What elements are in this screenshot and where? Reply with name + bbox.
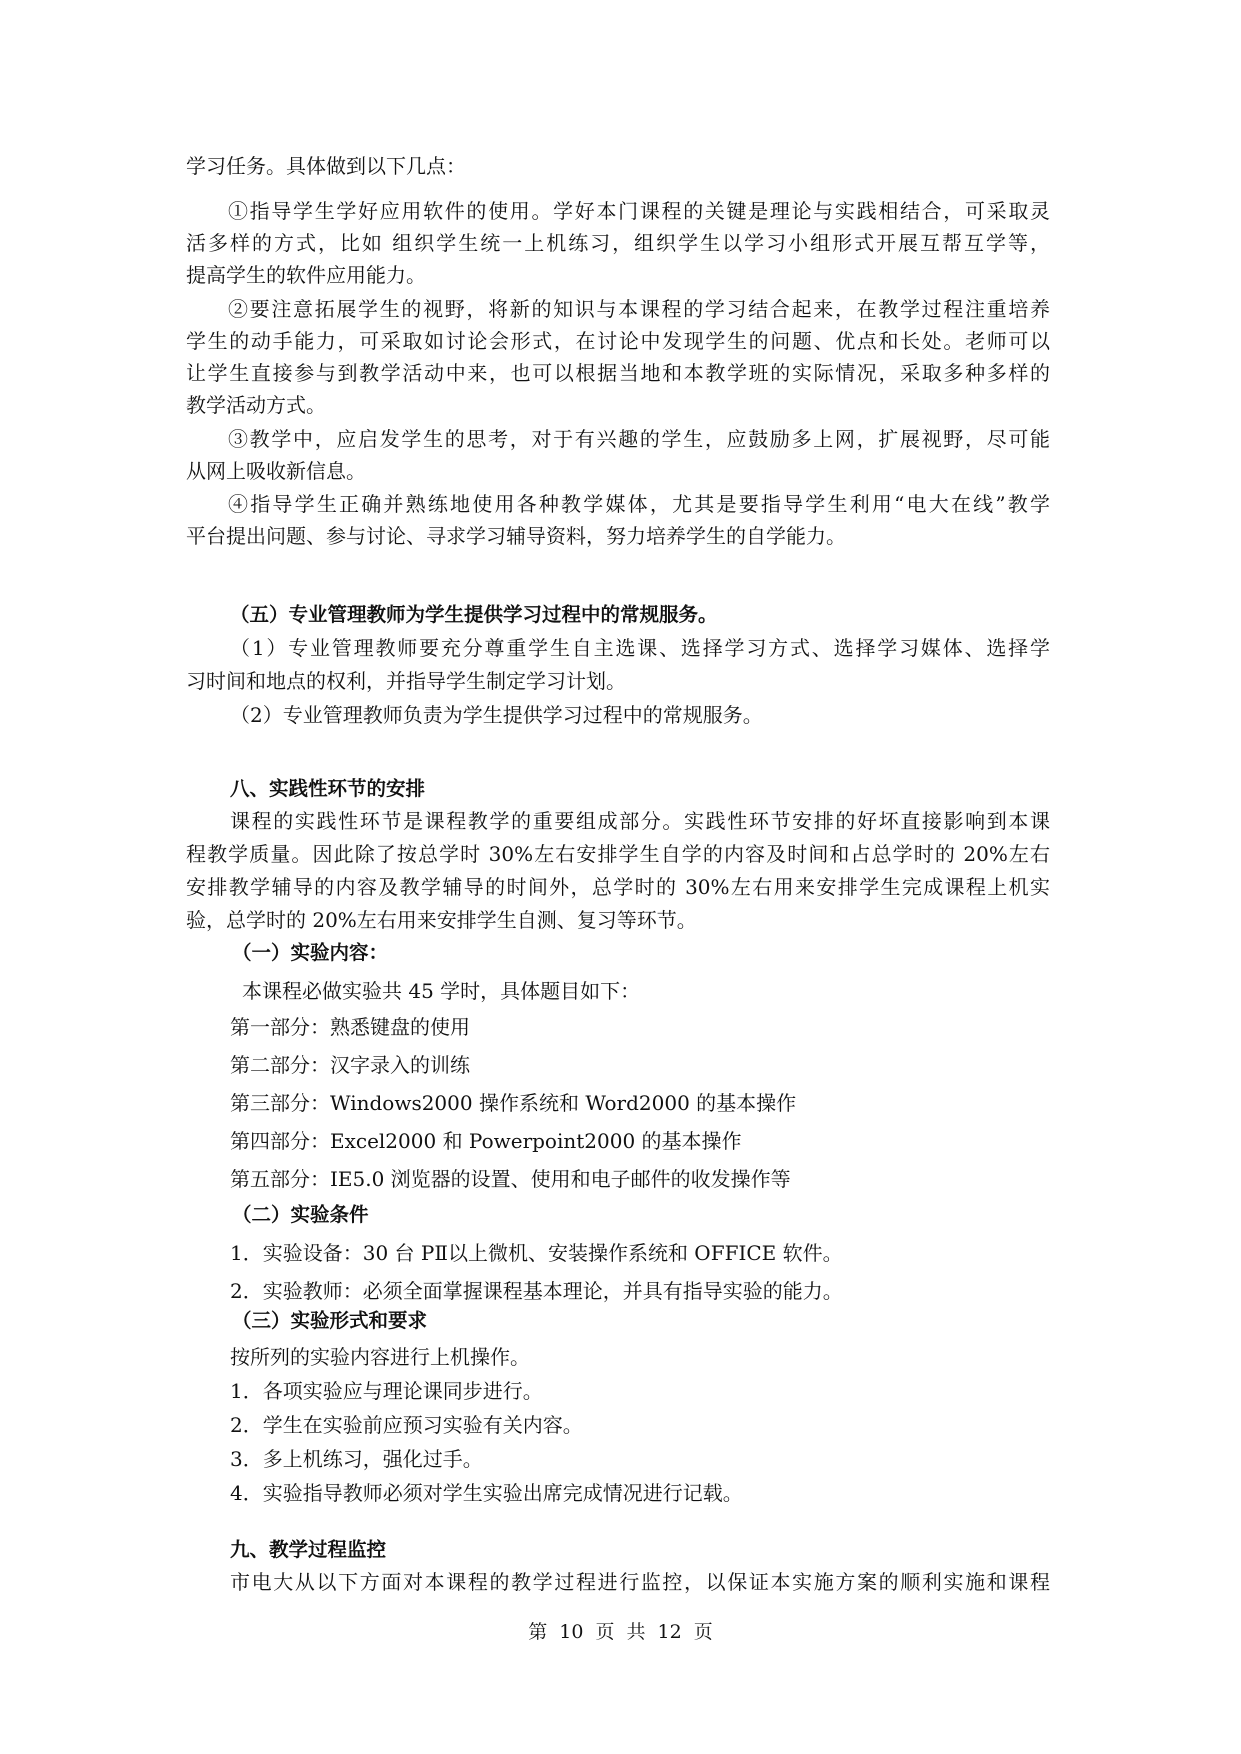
text-line: ④指导学生正确并熟练地使用各种教学媒体，尤其是要指导学生利用“电大在线”教学 — [228, 492, 1050, 516]
text-line: 平台提出问题、参与讨论、寻求学习辅导资料，努力培养学生的自学能力。 — [186, 524, 846, 548]
text-line: 验，总学时的 20%左右用来安排学生自测、复习等环节。 — [186, 908, 697, 932]
text-line: 教学活动方式。 — [186, 393, 326, 417]
subsection-2-heading: （二）实验条件 — [232, 1203, 369, 1226]
requirement-item: 4．实验指导教师必须对学生实验出席完成情况进行记载。 — [230, 1481, 743, 1505]
text-line: ②要注意拓展学生的视野，将新的知识与本课程的学习结合起来，在教学过程注重培养 — [228, 297, 1050, 321]
text-line: 从网上吸收新信息。 — [186, 459, 366, 483]
experiment-part: 第五部分：IE5.0 浏览器的设置、使用和电子邮件的收发操作等 — [230, 1167, 791, 1191]
text-line: 课程的实践性环节是课程教学的重要组成部分。实践性环节安排的好坏直接影响到本课 — [230, 809, 1050, 833]
text-line: 提高学生的软件应用能力。 — [186, 263, 426, 287]
text-line: 本课程必做实验共 45 学时，具体题目如下： — [242, 979, 641, 1003]
text-line: 活多样的方式，比如 组织学生统一上机练习，组织学生以学习小组形式开展互帮互学等， — [186, 231, 1050, 255]
subsection-1-heading: （一）实验内容： — [232, 941, 389, 964]
text-line: 习时间和地点的权利，并指导学生制定学习计划。 — [186, 669, 626, 693]
text-line: 安排教学辅导的内容及教学辅导的时间外，总学时的 30%左右用来安排学生完成课程上机实 — [186, 875, 1050, 899]
page-number-footer: 第 10 页 共 12 页 — [528, 1621, 713, 1643]
section-9-heading: 九、教学过程监控 — [230, 1538, 387, 1561]
requirement-item: 3．多上机练习，强化过手。 — [230, 1447, 483, 1471]
experiment-part: 第二部分：汉字录入的训练 — [230, 1053, 470, 1077]
intro-line: 学习任务。具体做到以下几点： — [186, 154, 466, 178]
text-line: ①指导学生学好应用软件的使用。学好本门课程的关键是理论与实践相结合，可采取灵 — [228, 199, 1050, 223]
section-5-heading: （五）专业管理教师为学生提供学习过程中的常规服务。 — [230, 603, 718, 626]
text-line: （2）专业管理教师负责为学生提供学习过程中的常规服务。 — [230, 703, 763, 727]
condition-item: 1．实验设备：30 台 PⅡ以上微机、安装操作系统和 OFFICE 软件。 — [230, 1241, 843, 1265]
text-line: 程教学质量。因此除了按总学时 30%左右安排学生自学的内容及时间和占总学时的 20%左右 — [186, 842, 1050, 866]
experiment-part: 第三部分：Windows2000 操作系统和 Word2000 的基本操作 — [230, 1091, 797, 1115]
subsection-3-heading: （三）实验形式和要求 — [232, 1309, 428, 1332]
requirement-item: 1．各项实验应与理论课同步进行。 — [230, 1379, 543, 1403]
text-line: 市电大从以下方面对本课程的教学过程进行监控，以保证本实施方案的顺利实施和课程 — [230, 1570, 1050, 1594]
experiment-part: 第四部分：Excel2000 和 Powerpoint2000 的基本操作 — [230, 1129, 742, 1153]
section-8-heading: 八、实践性环节的安排 — [230, 777, 426, 800]
text-line: （1）专业管理教师要充分尊重学生自主选课、选择学习方式、选择学习媒体、选择学 — [230, 636, 1050, 660]
condition-item: 2．实验教师：必须全面掌握课程基本理论，并具有指导实验的能力。 — [230, 1279, 843, 1303]
requirement-item: 2．学生在实验前应预习实验有关内容。 — [230, 1413, 583, 1437]
experiment-part: 第一部分：熟悉键盘的使用 — [230, 1015, 470, 1039]
text-line: 让学生直接参与到教学活动中来，也可以根据当地和本教学班的实际情况，采取多种多样的 — [186, 361, 1050, 385]
text-line: ③教学中，应启发学生的思考，对于有兴趣的学生，应鼓励多上网，扩展视野，尽可能 — [228, 427, 1050, 451]
text-line: 学生的动手能力，可采取如讨论会形式，在讨论中发现学生的问题、优点和长处。老师可以 — [186, 329, 1050, 353]
text-line: 按所列的实验内容进行上机操作。 — [230, 1345, 530, 1369]
